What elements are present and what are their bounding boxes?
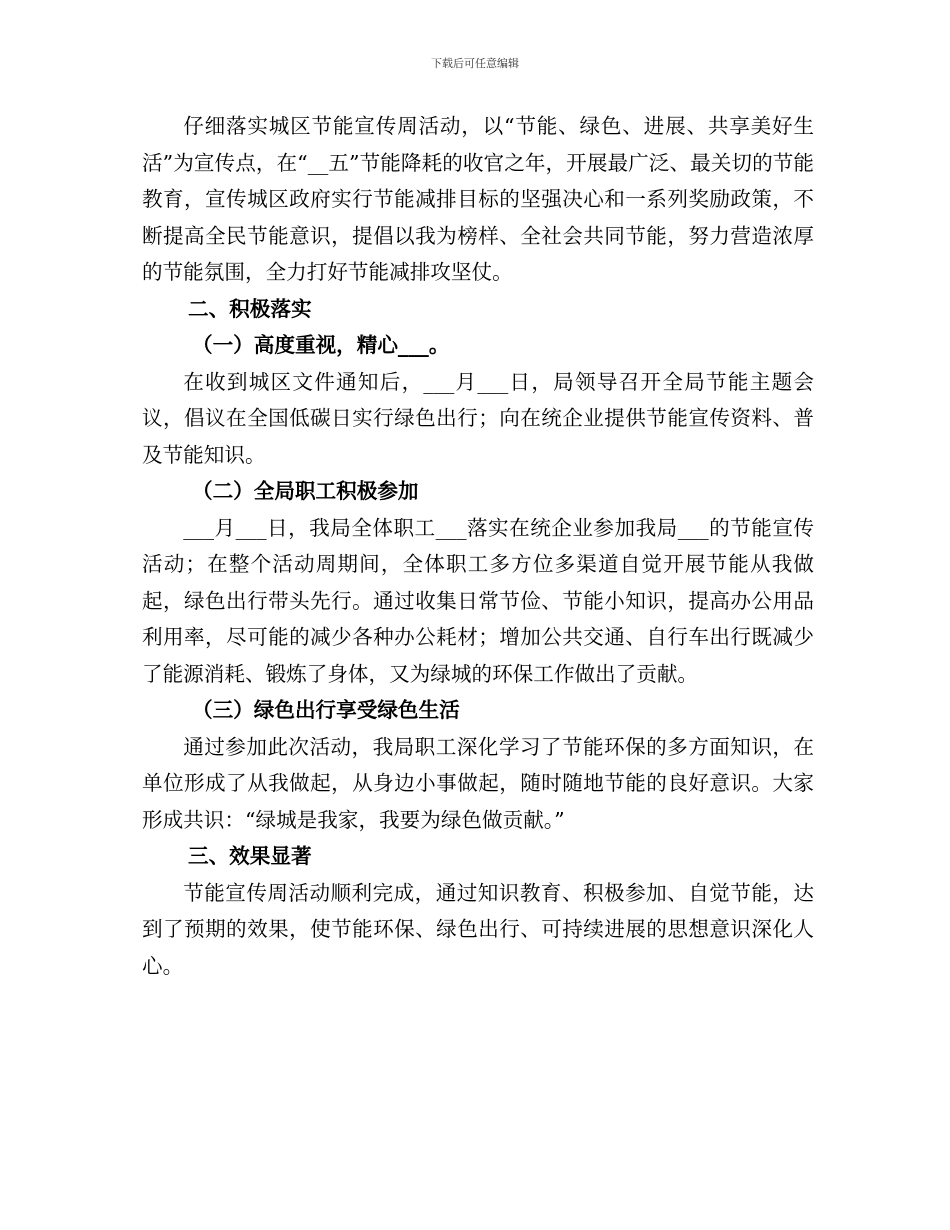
paragraph-3: 通过参加此次活动，我局职工深化学习了节能环保的多方面知识，在单位形成了从我做起，从身边小事做起，随时随地节能的良好意识。大家形成共识：“绿城是我家，我要为绿色做贡献。” bbox=[142, 734, 814, 832]
section-heading-3: 三、效果显著 bbox=[188, 844, 312, 868]
paragraph-intro: 仔细落实城区节能宣传周活动，以“节能、绿色、进展、共享美好生活”为宣传点，在“__五”节能降耗的收官之年，开展最广泛、最关切的节能教育，宣传城区政府实行节能减排目标的坚强决心和一系列奖励政策，不断提高全民节能意识，提倡以我为榜样、全社会共同节能，努力营造浓厚的节能氛围，全力打好节能减排攻坚仗。 bbox=[142, 114, 814, 284]
section-heading-2: 二、积极落实 bbox=[188, 296, 312, 321]
paragraph-4: 节能宣传周活动顺利完成，通过知识教育、积极参加、自觉节能，达到了预期的效果，使节能环保、绿色出行、可持续进展的思想意识深化人心。 bbox=[142, 880, 814, 978]
subheading-2: （二）全局职工积极参加 bbox=[192, 479, 419, 503]
subheading-1: （一）高度重视，精心___。 bbox=[192, 333, 450, 357]
subheading-3: （三）绿色出行享受绿色生活 bbox=[192, 698, 460, 722]
paragraph-2: ___月___日，我局全体职工___落实在统企业参加我局___的节能宣传活动；在整个活动周期间，全体职工多方位多渠道自觉开展节能从我做起，绿色出行带头先行。通过收集日常节俭、节能小知识，提高办公用品利用率，尽可能的减少各种办公耗材；增加公共交通、自行车出行既减少了能源消耗、锻炼了身体，又为绿城的环保工作做出了贡献。 bbox=[142, 515, 814, 686]
page-header: 下载后可任意编辑 bbox=[431, 57, 519, 70]
document-body bbox=[142, 108, 814, 984]
paragraph-1: 在收到城区文件通知后，___月___日，局领导召开全局节能主题会议，倡议在全国低碳日实行绿色出行；向在统企业提供节能宣传资料、普及节能知识。 bbox=[142, 369, 814, 467]
